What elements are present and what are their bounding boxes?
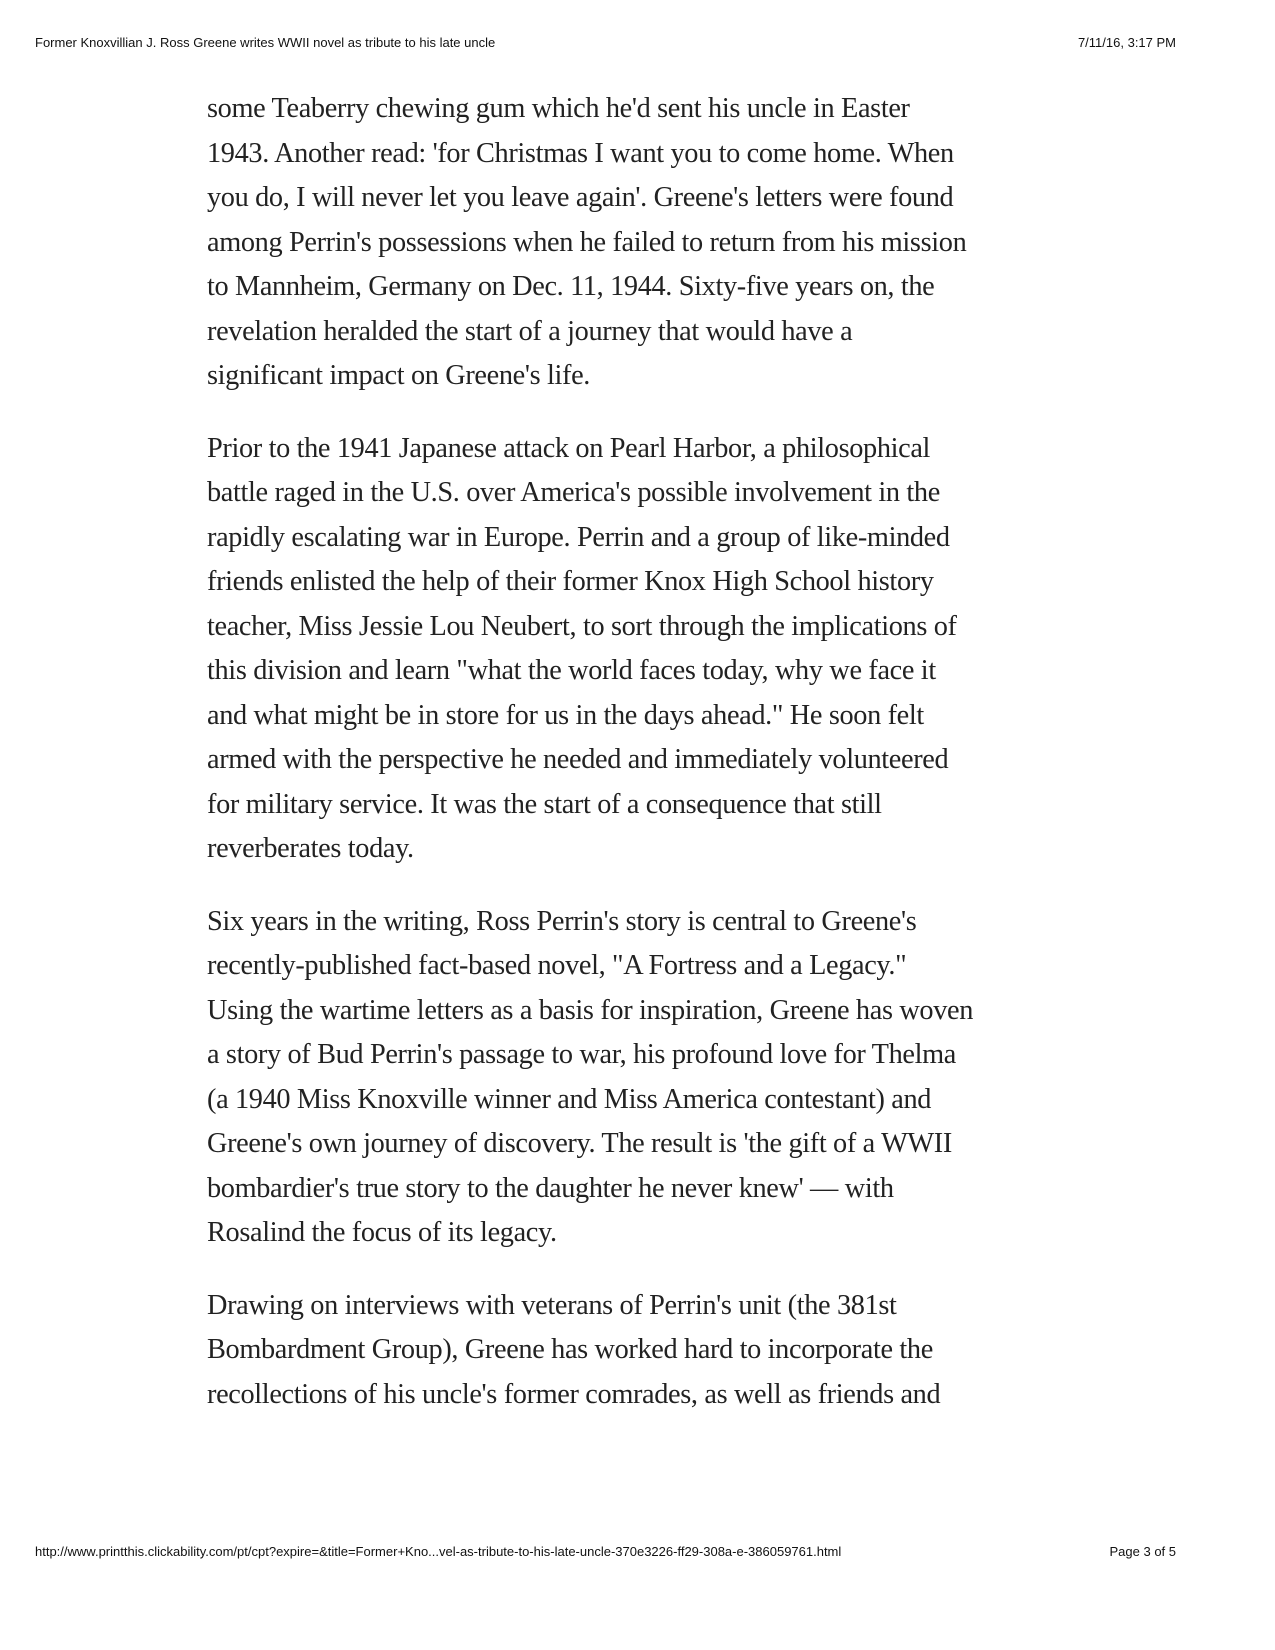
text-line: friends enlisted the help of their former Knox High School history xyxy=(207,566,934,597)
text-line: significant impact on Greene's life. xyxy=(207,360,591,391)
text-line: armed with the perspective he needed and immediately volunteered xyxy=(207,744,949,775)
text-line: Six years in the writing, Ross Perrin's story is central to Greene's xyxy=(207,905,917,937)
source-url[interactable]: http://www.printthis.clickability.com/pt/cpt?expire=&title=Former+Kno...vel-as-tribute-to-his-late-uncle-370e3226-ff29-308a-e-386059761.html xyxy=(35,1544,842,1559)
paragraph xyxy=(207,900,1027,1256)
text-line: this division and learn "what the world faces today, why we face it xyxy=(207,655,936,686)
print-footer xyxy=(35,1544,1275,1559)
text-line: recently-published fact-based novel, "A Fortress and a Legacy." xyxy=(207,950,907,981)
text-line: and what might be in store for us in the days ahead." He soon felt xyxy=(207,699,924,731)
print-header xyxy=(35,35,1275,50)
paragraph xyxy=(207,427,1027,872)
text-line: reverberates today. xyxy=(207,833,414,864)
text-line: revelation heralded the start of a journey that would have a xyxy=(207,315,853,347)
text-line: Drawing on interviews with veterans of Perrin's unit (the 381st xyxy=(207,1289,897,1321)
text-line: Prior to the 1941 Japanese attack on Pearl Harbor, a philosophical xyxy=(207,432,931,464)
text-line: (a 1940 Miss Knoxville winner and Miss America contestant) and xyxy=(207,1083,932,1115)
text-line: among Perrin's possessions when he failed to return from his mission xyxy=(207,226,967,258)
print-datetime: 7/11/16, 3:17 PM xyxy=(1077,35,1176,50)
text-line: to Mannheim, Germany on Dec. 11, 1944. Sixty-five years on, the xyxy=(207,271,935,302)
text-line: you do, I will never let you leave again'. Greene's letters were found xyxy=(207,182,954,213)
text-line: 1943. Another read: 'for Christmas I want you to come home. When xyxy=(207,137,954,169)
text-line: teacher, Miss Jessie Lou Neubert, to sort through the implications of xyxy=(207,610,957,642)
text-line: Rosalind the focus of its legacy. xyxy=(207,1217,557,1248)
paragraph xyxy=(207,1284,1027,1418)
text-line: recollections of his uncle's former comrades, as well as friends and xyxy=(207,1378,941,1410)
text-line: some Teaberry chewing gum which he'd sent his uncle in Easter xyxy=(207,93,910,124)
text-line: Greene's own journey of discovery. The result is 'the gift of a WWII xyxy=(207,1128,952,1159)
text-line: Bombardment Group), Greene has worked hard to incorporate the xyxy=(207,1334,933,1365)
text-line: bombardier's true story to the daughter he never knew' — with xyxy=(207,1172,894,1204)
text-line: for military service. It was the start of a consequence that still xyxy=(207,788,882,820)
page-indicator: Page 3 of 5 xyxy=(1109,1544,1176,1559)
page-title: Former Knoxvillian J. Ross Greene writes WWII novel as tribute to his late uncle xyxy=(35,35,496,50)
text-line: rapidly escalating war in Europe. Perrin and a group of like-minded xyxy=(207,521,950,553)
text-line: battle raged in the U.S. over America's possible involvement in the xyxy=(207,477,940,508)
text-line: Using the wartime letters as a basis for inspiration, Greene has woven xyxy=(207,994,974,1026)
article-body xyxy=(207,87,1027,1445)
text-line: a story of Bud Perrin's passage to war, his profound love for Thelma xyxy=(207,1039,957,1070)
paragraph xyxy=(207,87,1027,399)
